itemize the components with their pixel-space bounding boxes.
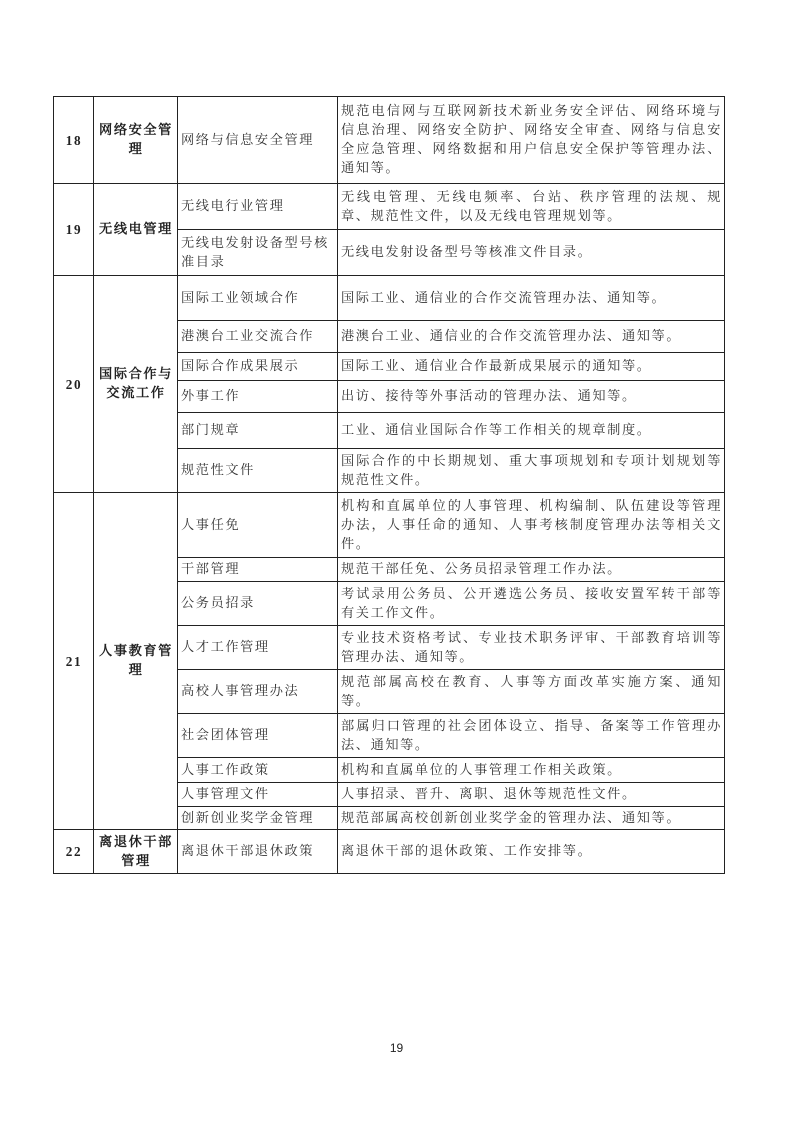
- subcategory-cell: 离退休干部退休政策: [178, 830, 338, 874]
- description-cell: 港澳台工业、通信业的合作交流管理办法、通知等。: [338, 321, 725, 353]
- description-cell: 机构和直属单位的人事管理、机构编制、队伍建设等管理办法，人事任命的通知、人事考核制度管理办法等相关文件。: [338, 493, 725, 558]
- subcategory-cell: 国际合作成果展示: [178, 353, 338, 381]
- description-cell: 规范部属高校创新创业奖学金的管理办法、通知等。: [338, 807, 725, 830]
- group-category: 无线电管理: [94, 184, 178, 276]
- subcategory-cell: 无线电行业管理: [178, 184, 338, 230]
- table-row: [54, 276, 725, 321]
- group-number: 20: [54, 276, 94, 493]
- subcategory-cell: 网络与信息安全管理: [178, 97, 338, 184]
- description-cell: 规范部属高校在教育、人事等方面改革实施方案、通知等。: [338, 670, 725, 714]
- group-category: 国际合作与交流工作: [94, 276, 178, 493]
- subcategory-cell: 规范性文件: [178, 449, 338, 493]
- subcategory-cell: 港澳台工业交流合作: [178, 321, 338, 353]
- subcategory-cell: 公务员招录: [178, 582, 338, 626]
- subcategory-cell: 人事工作政策: [178, 758, 338, 783]
- description-cell: 专业技术资格考试、专业技术职务评审、干部教育培训等管理办法、通知等。: [338, 626, 725, 670]
- subcategory-cell: 人事管理文件: [178, 783, 338, 807]
- description-cell: 机构和直属单位的人事管理工作相关政策。: [338, 758, 725, 783]
- catalog-table: [53, 96, 725, 874]
- description-cell: 无线电管理、无线电频率、台站、秩序管理的法规、规章、规范性文件，以及无线电管理规划等。: [338, 184, 725, 230]
- description-cell: 人事招录、晋升、离职、退休等规范性文件。: [338, 783, 725, 807]
- description-cell: 规范干部任免、公务员招录管理工作办法。: [338, 558, 725, 582]
- description-cell: 部属归口管理的社会团体设立、指导、备案等工作管理办法、通知等。: [338, 714, 725, 758]
- page-number: 19: [389, 1041, 404, 1055]
- description-cell: 国际工业、通信业合作最新成果展示的通知等。: [338, 353, 725, 381]
- subcategory-cell: 高校人事管理办法: [178, 670, 338, 714]
- group-number: 22: [54, 830, 94, 874]
- description-cell: 国际合作的中长期规划、重大事项规划和专项计划规划等规范性文件。: [338, 449, 725, 493]
- subcategory-cell: 无线电发射设备型号核准目录: [178, 230, 338, 276]
- group-number: 21: [54, 493, 94, 830]
- group-category: 人事教育管理: [94, 493, 178, 830]
- group-number: 19: [54, 184, 94, 276]
- group-category: 网络安全管理: [94, 97, 178, 184]
- description-cell: 国际工业、通信业的合作交流管理办法、通知等。: [338, 276, 725, 321]
- subcategory-cell: 创新创业奖学金管理: [178, 807, 338, 830]
- subcategory-cell: 国际工业领域合作: [178, 276, 338, 321]
- description-cell: 出访、接待等外事活动的管理办法、通知等。: [338, 381, 725, 413]
- subcategory-cell: 外事工作: [178, 381, 338, 413]
- table-row: [54, 830, 725, 874]
- description-cell: 工业、通信业国际合作等工作相关的规章制度。: [338, 413, 725, 449]
- description-cell: 离退休干部的退休政策、工作安排等。: [338, 830, 725, 874]
- table-row: [54, 184, 725, 230]
- table-row: [54, 97, 725, 184]
- subcategory-cell: 部门规章: [178, 413, 338, 449]
- subcategory-cell: 社会团体管理: [178, 714, 338, 758]
- subcategory-cell: 人事任免: [178, 493, 338, 558]
- description-cell: 无线电发射设备型号等核准文件目录。: [338, 230, 725, 276]
- description-cell: 考试录用公务员、公开遴选公务员、接收安置军转干部等有关工作文件。: [338, 582, 725, 626]
- table-row: [54, 493, 725, 558]
- group-number: 18: [54, 97, 94, 184]
- description-cell: 规范电信网与互联网新技术新业务安全评估、网络环境与信息治理、网络安全防护、网络安全审查、网络与信息安全应急管理、网络数据和用户信息安全保护等管理办法、通知等。: [338, 97, 725, 184]
- subcategory-cell: 干部管理: [178, 558, 338, 582]
- group-category: 离退休干部管理: [94, 830, 178, 874]
- subcategory-cell: 人才工作管理: [178, 626, 338, 670]
